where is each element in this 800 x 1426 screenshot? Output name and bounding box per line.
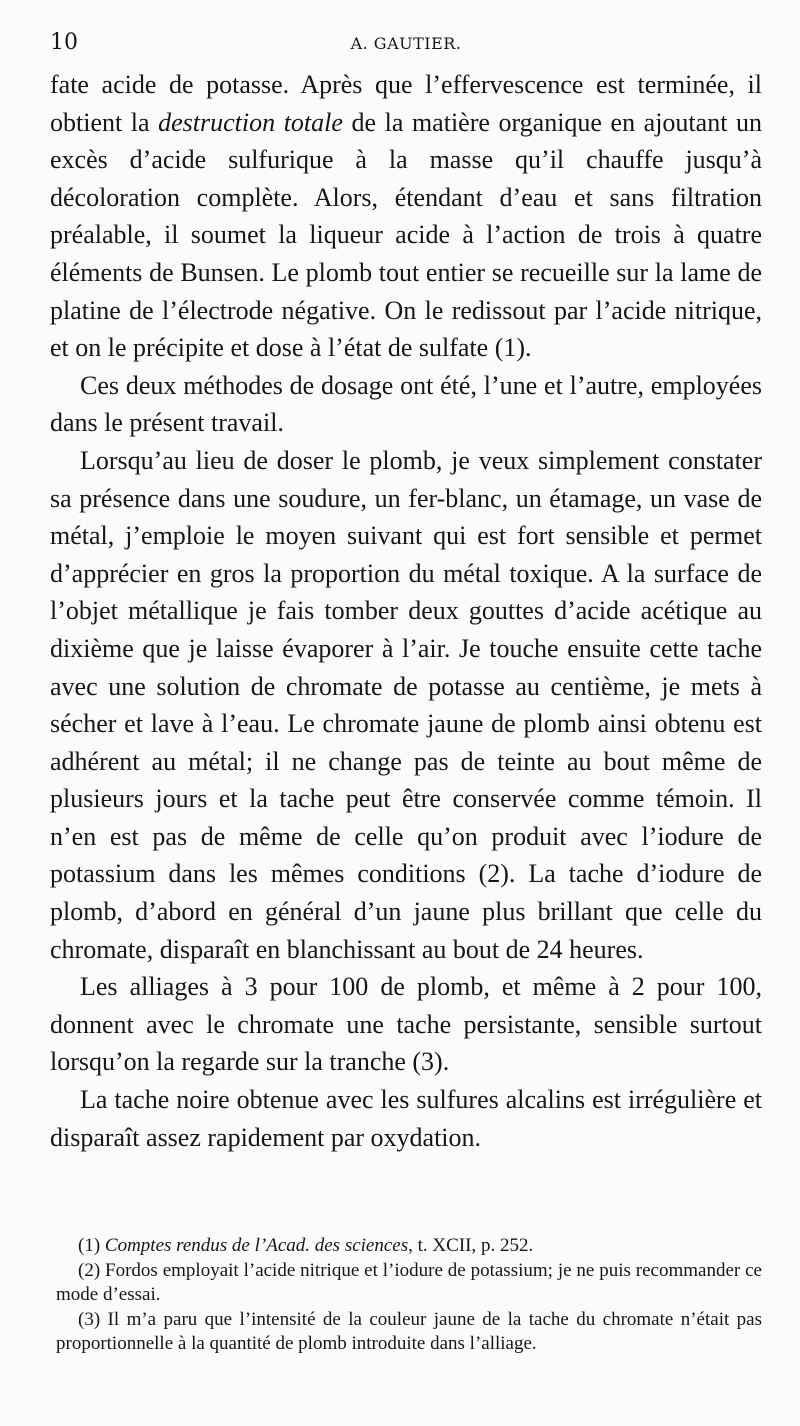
footnote-2: (2) Fordos employait l’acide nitrique et l’iodure de potassium; je ne puis recommander ce mode d’essai. (56, 1259, 762, 1305)
footnote-1 (56, 1234, 762, 1259)
footnote-1-text: , t. XCII, p. 252. (408, 1235, 534, 1256)
paragraph-1-text-b: de la matière organique en ajoutant un excès d’acide sulfurique à la masse qu’il chauffe jusqu’à décoloration complète. Alors, étendant d’eau et sans filtration préalable, il soumet la liqueur acide à l’action de trois à quatre éléments de Bunsen. Le plomb tout entier se recueille sur la lame de platine de l’électrode négative. On le redissout par l’acide nitrique, et on le précipite et dose à l’état de sulfate (1). (50, 107, 762, 363)
paragraph-1-text-a: fate acide de potasse. Après que l’effervescence est terminée, il obtient la (50, 70, 762, 137)
footnote-1-marker: (1) (78, 1235, 105, 1256)
footnote-3: (3) Il m’a paru que l’intensité de la couleur jaune de la tache du chromate n’était pas proportionnelle à la quantité de plomb introduite dans l’alliage. (56, 1308, 762, 1354)
page-number: 10 (50, 30, 78, 55)
paragraph-3: Lorsqu’au lieu de doser le plomb, je veux simplement constater sa présence dans une soudure, un fer-blanc, un étamage, un vase de métal, j’emploie le moyen suivant qui est fort sensible et permet d’apprécier en gros la proportion du métal toxique. A la surface de l’objet métallique je fais tomber deux gouttes d’acide acétique au dixième que je laisse évaporer à l’air. Je touche ensuite cette tache avec une solution de chromate de potasse au centième, je mets à sécher et lave à l’eau. Le chromate jaune de plomb ainsi obtenu est adhérent au métal; il ne change pas de teinte au bout même de plusieurs jours et la tache peut être conservée comme témoin. Il n’en est pas de même de celle qu’on produit avec l’iodure de potassium dans les mêmes conditions (2). La tache d’iodure de plomb, d’abord en général d’un jaune plus brillant que celle du chromate, disparaît en blanchissant au bout de 24 heures. (50, 445, 762, 964)
paragraph-5: La tache noire obtenue avec les sulfures alcalins est irrégulière et disparaît assez rapidement par oxydation. (50, 1085, 762, 1152)
paragraph-1-italic: destruction totale (158, 107, 343, 137)
page-header (50, 30, 762, 60)
paragraph-2: Ces deux méthodes de dosage ont été, l’une et l’autre, employées dans le présent travail. (50, 370, 762, 438)
running-head: A. GAUTIER. (350, 34, 462, 53)
paragraph-1 (50, 66, 762, 367)
footnote-1-italic: Comptes rendus de l’Acad. des sciences (104, 1235, 409, 1256)
body-text (50, 66, 762, 1156)
paragraph-4: Les alliages à 3 pour 100 de plomb, et même à 2 pour 100, donnent avec le chromate une tache persistante, sensible surtout lorsqu’on la regarde sur la tranche (3). (50, 972, 762, 1077)
footnotes (56, 1234, 762, 1357)
